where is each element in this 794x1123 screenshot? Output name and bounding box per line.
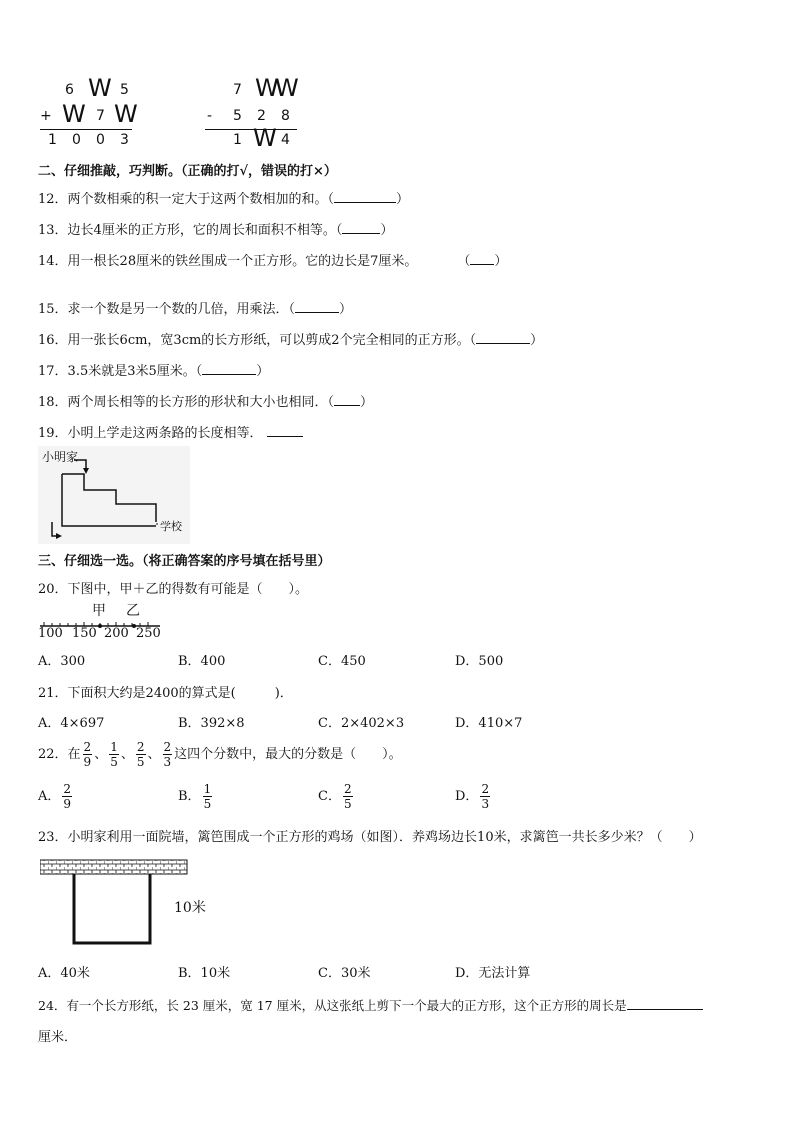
question-18: 18．两个周长相等的长方形的形状和大小也相同．（ ） bbox=[38, 395, 374, 410]
option-c[interactable]: C．2×402×3 bbox=[318, 716, 405, 731]
question-21: 21．下面积大约是2400的算式是( )． bbox=[38, 686, 293, 701]
option-d[interactable]: D．500 bbox=[455, 654, 504, 669]
option-d[interactable]: D．无法计算 bbox=[455, 966, 531, 981]
option-b[interactable]: B．400 bbox=[178, 654, 226, 669]
question-19: 19．小明上学走这两条路的长度相等． bbox=[38, 422, 303, 441]
fraction: $\frac{2}{9}$ bbox=[83, 740, 92, 769]
mark-yi: 乙 bbox=[126, 603, 140, 619]
unknown-digit: W bbox=[255, 74, 277, 102]
answer-blank[interactable] bbox=[202, 362, 256, 375]
answer-blank[interactable] bbox=[334, 190, 396, 203]
digit: 1 bbox=[48, 132, 57, 148]
digit: 1 bbox=[233, 132, 242, 148]
chicken-yard-figure bbox=[40, 855, 240, 950]
minus-sign: - bbox=[207, 108, 213, 124]
question-12: 12．两个数相乘的积一定大于这两个数相加的和。（ ） bbox=[38, 192, 410, 207]
answer-blank[interactable] bbox=[627, 997, 703, 1010]
question-16: 16．用一张长6cm，宽3cm的长方形纸，可以剪成2个完全相同的正方形。（ ） bbox=[38, 333, 544, 348]
digit: 2 bbox=[257, 108, 266, 124]
option-d[interactable]: D．410×7 bbox=[455, 716, 523, 731]
mark-jia: 甲 bbox=[92, 603, 106, 619]
tick-label: 250 bbox=[136, 626, 161, 641]
route-figure bbox=[38, 446, 190, 544]
question-17: 17．3.5米就是3米5厘米。（ ） bbox=[38, 364, 270, 379]
side-length-label: 10米 bbox=[174, 900, 206, 916]
digit: 7 bbox=[233, 82, 242, 98]
digit: 0 bbox=[72, 132, 81, 148]
section-2-title: 二、仔细推敲，巧判断。（正确的打√，错误的打×） bbox=[38, 164, 337, 179]
option-b[interactable]: B．10米 bbox=[178, 966, 231, 981]
school-label: 学校 bbox=[160, 520, 182, 533]
addition-puzzle bbox=[40, 74, 140, 148]
question-14: 14．用一根长28厘米的铁丝围成一个正方形。它的边长是7厘米。 （ ） bbox=[38, 254, 508, 269]
answer-blank[interactable] bbox=[267, 424, 303, 437]
subtraction-puzzle bbox=[205, 74, 305, 152]
option-c[interactable]: C．450 bbox=[318, 654, 366, 669]
question-23: 23．小明家利用一面院墙，篱笆围成一个正方形的鸡场（如图）．养鸡场边长10米，求篱笆一共长多少米？（ ） bbox=[38, 830, 702, 845]
question-20: 20．下图中，甲＋乙的得数有可能是（ ）。 bbox=[38, 582, 309, 597]
fraction: $\frac{1}{5}$ bbox=[110, 740, 118, 769]
answer-blank[interactable] bbox=[476, 331, 530, 344]
question-22: 22．在 $\frac{2}{9}$ 、 $\frac{1}{5}$ 、 $\frac{2}{5}$ 、 $\frac{2}{3}$ 这四个分数中，最大的分数是（ ）。 bbox=[38, 740, 402, 769]
tick-label: 100 bbox=[38, 626, 63, 641]
plus-sign: + bbox=[40, 108, 52, 124]
digit: 3 bbox=[120, 132, 129, 148]
fraction: $\frac{2}{3}$ bbox=[163, 740, 172, 769]
home-label: 小明家 bbox=[42, 450, 79, 464]
digit: 5 bbox=[120, 82, 129, 98]
tick-label: 150 bbox=[72, 626, 97, 641]
option-d[interactable]: D． $\frac{2}{3}$ bbox=[455, 782, 490, 811]
unknown-digit: W bbox=[62, 100, 84, 128]
option-a[interactable]: A．300 bbox=[38, 654, 86, 669]
question-24: 24．有一个长方形纸，长 23 厘米，宽 17 厘米，从这张纸上剪下一个最大的正方形，这个正方形的周长是 bbox=[38, 996, 703, 1014]
digit: 4 bbox=[281, 132, 290, 148]
digit: 0 bbox=[96, 132, 105, 148]
option-c[interactable]: C．30米 bbox=[318, 966, 371, 981]
unknown-digit: W bbox=[253, 124, 275, 152]
digit: 5 bbox=[233, 108, 242, 124]
number-line-figure bbox=[38, 602, 168, 642]
question-15: 15．求一个数是另一个数的几倍，用乘法．（ ） bbox=[38, 302, 353, 317]
answer-blank[interactable] bbox=[470, 252, 494, 265]
answer-blank[interactable] bbox=[334, 393, 360, 406]
yard-diagram bbox=[40, 855, 240, 950]
tick-label: 200 bbox=[104, 626, 129, 641]
option-b[interactable]: B．392×8 bbox=[178, 716, 245, 731]
question-24-tail: 厘米． bbox=[38, 1030, 78, 1045]
option-c[interactable]: C． $\frac{2}{5}$ bbox=[318, 782, 352, 811]
section-3-title: 三、仔细选一选。（将正确答案的序号填在括号里） bbox=[38, 554, 331, 569]
option-a[interactable]: A． $\frac{2}{9}$ bbox=[38, 782, 72, 811]
answer-blank[interactable] bbox=[342, 221, 380, 234]
option-b[interactable]: B． $\frac{1}{5}$ bbox=[178, 782, 212, 811]
digit: 7 bbox=[96, 108, 105, 124]
fraction: $\frac{2}{5}$ bbox=[136, 740, 145, 769]
unknown-digit: W bbox=[275, 74, 297, 102]
question-13: 13．边长4厘米的正方形，它的周长和面积不相等。（ ） bbox=[38, 223, 394, 238]
option-a[interactable]: A．4×697 bbox=[38, 716, 105, 731]
answer-blank[interactable] bbox=[295, 300, 339, 313]
option-a[interactable]: A．40米 bbox=[38, 966, 90, 981]
unknown-digit: W bbox=[88, 74, 110, 102]
digit: 8 bbox=[281, 108, 290, 124]
unknown-digit: W bbox=[114, 100, 136, 128]
digit: 6 bbox=[65, 82, 74, 98]
